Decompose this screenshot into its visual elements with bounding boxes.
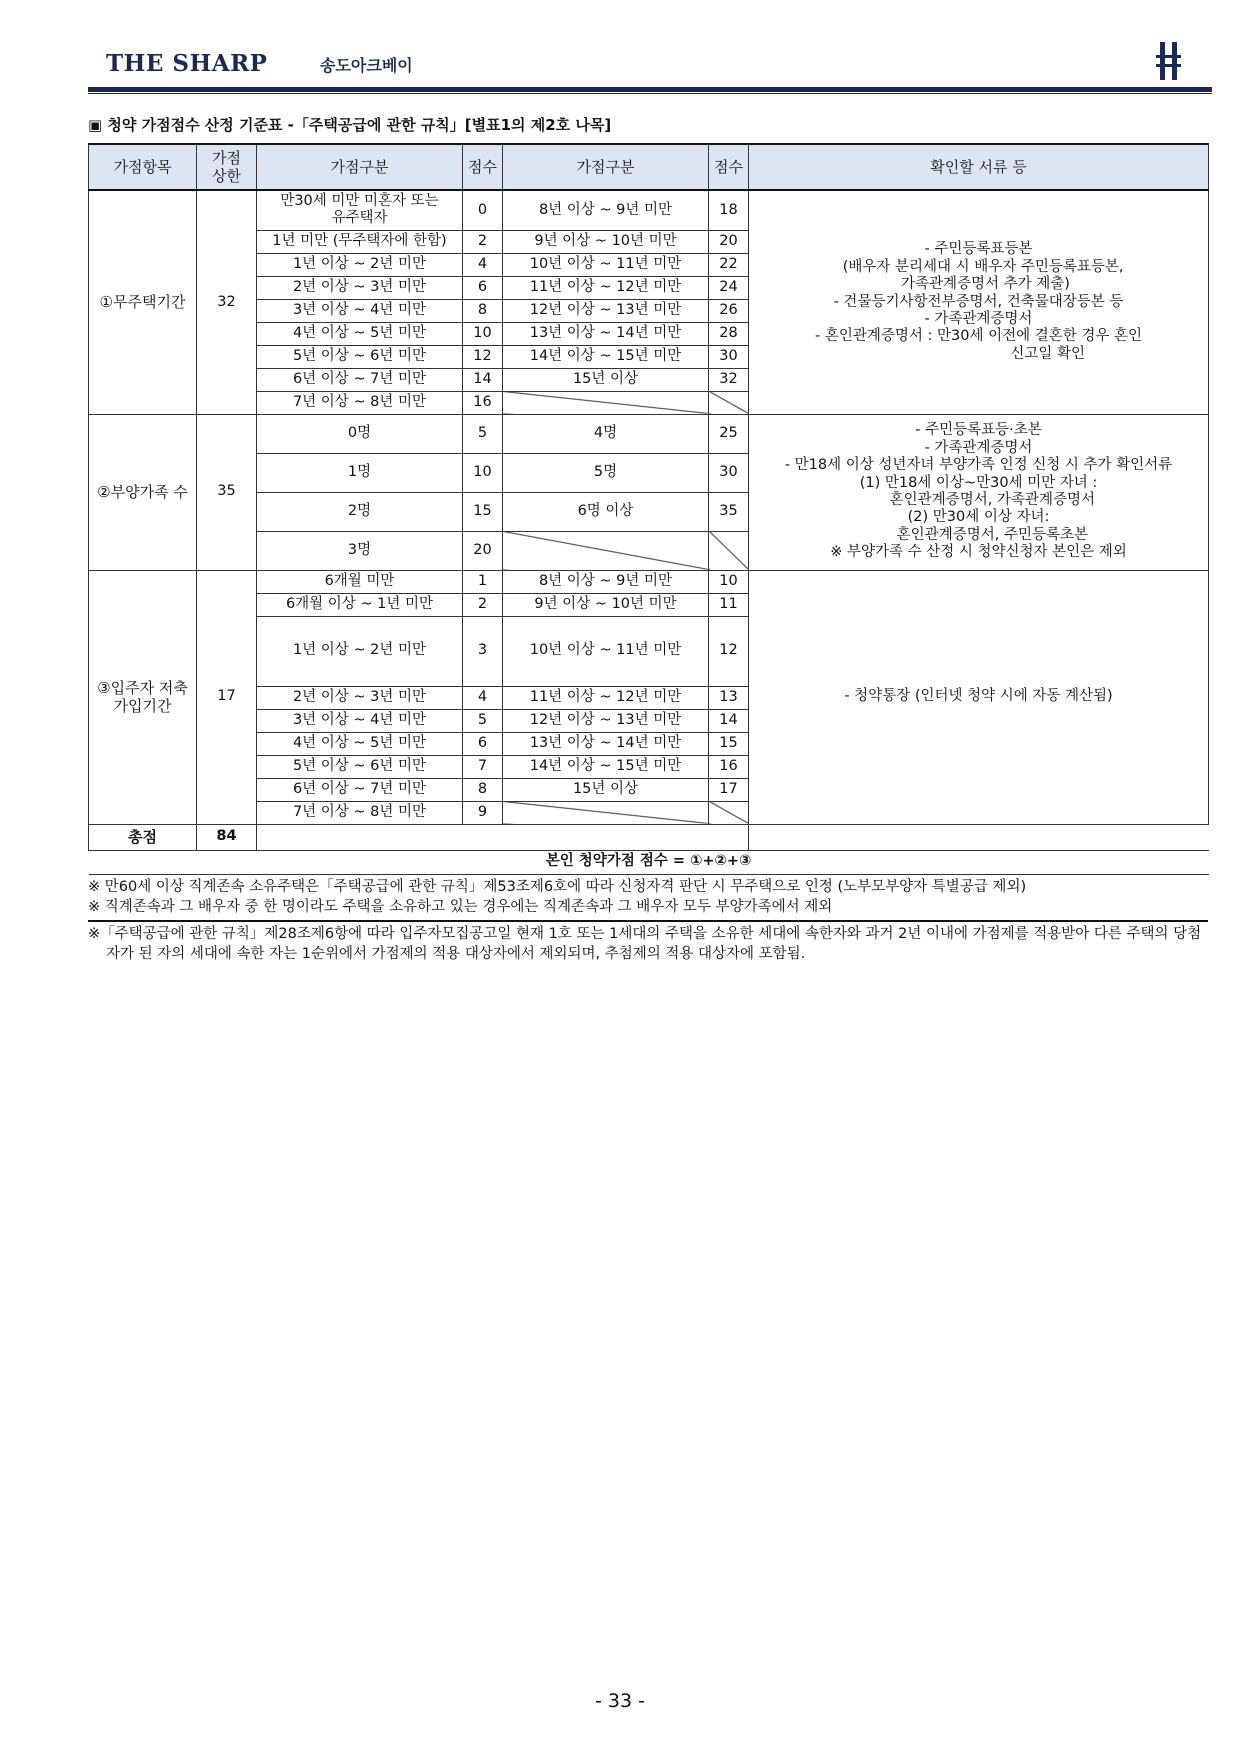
score-right: 12: [709, 616, 749, 686]
division-left: 2명: [257, 492, 463, 531]
division-left: 1명: [257, 453, 463, 492]
header-rule: [88, 87, 1212, 92]
division-right: 13년 이상 ~ 14년 미만: [503, 732, 709, 755]
score-left: 4: [463, 686, 503, 709]
score-right: 35: [709, 492, 749, 531]
score-left: 20: [463, 531, 503, 570]
required-documents-cell: - 청약통장 (인터넷 청약 시에 자동 계산됨): [749, 570, 1209, 824]
score-right: 10: [709, 570, 749, 593]
division-right: 10년 이상 ~ 11년 미만: [503, 253, 709, 276]
note-item: ※ 만60세 이상 직계존속 소유주택은「주택공급에 관한 규칙」제53조제6호에 따라 신청자격 판단 시 무주택으로 인정 (노부모부양자 특별공급 제외): [88, 879, 1027, 895]
score-left: 16: [463, 391, 503, 414]
score-right: 18: [709, 190, 749, 230]
category-cell: ②부양가족 수: [89, 414, 197, 570]
empty-diagonal-cell: [709, 531, 749, 570]
division-right: 6명 이상: [503, 492, 709, 531]
score-left: 8: [463, 778, 503, 801]
note-item: ※ 직계존속과 그 배우자 중 한 명이라도 주택을 소유하고 있는 경우에는 직계존속과 그 배우자 모두 부양가족에서 제외: [88, 899, 833, 916]
header-division-1: 가점구분: [257, 144, 463, 190]
division-left: 7년 이상 ~ 8년 미만: [257, 391, 463, 414]
score-left: 14: [463, 368, 503, 391]
division-right: 8년 이상 ~ 9년 미만: [503, 190, 709, 230]
empty-diagonal-cell: [709, 391, 749, 414]
brand-subtitle: 송도아크베이: [320, 56, 413, 75]
empty-diagonal-cell: [709, 801, 749, 824]
division-left: 1년 이상 ~ 2년 미만: [257, 253, 463, 276]
division-right: 9년 이상 ~ 10년 미만: [503, 230, 709, 253]
division-left: 만30세 미만 미혼자 또는 유주택자: [257, 190, 463, 230]
max-score-cell: 32: [197, 190, 257, 414]
header-documents: 확인할 서류 등: [749, 144, 1209, 190]
header-rule-thin: [88, 93, 1212, 94]
score-left: 10: [463, 322, 503, 345]
score-right: 30: [709, 453, 749, 492]
division-left: 1년 이상 ~ 2년 미만: [257, 616, 463, 686]
score-criteria-table: [88, 143, 1209, 875]
total-label: 총점: [89, 824, 197, 850]
division-left: 6년 이상 ~ 7년 미만: [257, 778, 463, 801]
notes-block-2: [88, 924, 1208, 965]
division-left: 0명: [257, 414, 463, 453]
category-cell: ③입주자 저축 가입기간: [89, 570, 197, 824]
score-left: 5: [463, 414, 503, 453]
score-left: 1: [463, 570, 503, 593]
notes-block: [88, 877, 1208, 918]
division-right: 12년 이상 ~ 13년 미만: [503, 299, 709, 322]
score-left: 5: [463, 709, 503, 732]
header-division-2: 가점구분: [503, 144, 709, 190]
score-left: 12: [463, 345, 503, 368]
score-right: 17: [709, 778, 749, 801]
brand-name: THE SHARP: [106, 50, 268, 77]
division-right: 15년 이상: [503, 368, 709, 391]
score-right: 28: [709, 322, 749, 345]
division-right: 13년 이상 ~ 14년 미만: [503, 322, 709, 345]
division-right: 8년 이상 ~ 9년 미만: [503, 570, 709, 593]
score-left: 9: [463, 801, 503, 824]
division-right: 4명: [503, 414, 709, 453]
header-score-1: 점수: [463, 144, 503, 190]
division-left: 5년 이상 ~ 6년 미만: [257, 755, 463, 778]
table-header-row: [89, 144, 1209, 190]
total-value: 84: [197, 824, 257, 850]
division-left: 6개월 미만: [257, 570, 463, 593]
division-right: 10년 이상 ~ 11년 미만: [503, 616, 709, 686]
division-right: 15년 이상: [503, 778, 709, 801]
division-left: 1년 미만 (무주택자에 한함): [257, 230, 463, 253]
score-right: 32: [709, 368, 749, 391]
division-right: 9년 이상 ~ 10년 미만: [503, 593, 709, 616]
division-right: 5명: [503, 453, 709, 492]
division-left: 7년 이상 ~ 8년 미만: [257, 801, 463, 824]
score-right: 30: [709, 345, 749, 368]
max-score-cell: 35: [197, 414, 257, 570]
total-row: [89, 824, 1209, 850]
page-number: - 33 -: [595, 1690, 645, 1712]
category-cell: ①무주택기간: [89, 190, 197, 414]
score-left: 4: [463, 253, 503, 276]
division-left: 3년 이상 ~ 4년 미만: [257, 299, 463, 322]
division-left: 2년 이상 ~ 3년 미만: [257, 686, 463, 709]
score-left: 6: [463, 732, 503, 755]
division-right: 12년 이상 ~ 13년 미만: [503, 709, 709, 732]
score-right: 15: [709, 732, 749, 755]
score-right: 25: [709, 414, 749, 453]
score-left: 3: [463, 616, 503, 686]
note-separator: [88, 920, 1208, 922]
required-documents-cell: - 주민등록표등·초본 - 가족관계증명서 - 만18세 이상 성년자녀 부양가족 인정 신청 시 추가 확인서류 (1) 만18세 이상~만30세 미만 자녀 : 혼인관계증명서, 가족관계증명서 (2) 만30세 이상 자녀: 혼인관계증명서, 주민등록초본 ※ 부양가족 수 산정 시 청약신청자 본인은 제외: [749, 414, 1209, 570]
division-left: 6개월 이상 ~ 1년 미만: [257, 593, 463, 616]
score-right: 20: [709, 230, 749, 253]
score-right: 26: [709, 299, 749, 322]
division-left: 2년 이상 ~ 3년 미만: [257, 276, 463, 299]
header-category: 가점항목: [89, 144, 197, 190]
max-score-cell: 17: [197, 570, 257, 824]
division-left: 4년 이상 ~ 5년 미만: [257, 322, 463, 345]
sum-formula: 본인 청약가점 점수 = ①+②+③: [89, 850, 1209, 874]
score-right: 14: [709, 709, 749, 732]
division-right: 14년 이상 ~ 15년 미만: [503, 755, 709, 778]
score-right: 11: [709, 593, 749, 616]
score-left: 6: [463, 276, 503, 299]
score-left: 2: [463, 593, 503, 616]
score-left: 10: [463, 453, 503, 492]
table-row: [89, 414, 1209, 453]
score-left: 0: [463, 190, 503, 230]
score-left: 15: [463, 492, 503, 531]
division-left: 3명: [257, 531, 463, 570]
header-score-2: 점수: [709, 144, 749, 190]
division-left: 3년 이상 ~ 4년 미만: [257, 709, 463, 732]
section-title: ▣ 청약 가점점수 산정 기준표 -「주택공급에 관한 규칙」[별표1의 제2호 나목]: [88, 116, 612, 134]
double-bar-logo-icon: [1150, 40, 1188, 82]
division-right: 14년 이상 ~ 15년 미만: [503, 345, 709, 368]
score-right: 13: [709, 686, 749, 709]
division-left: 6년 이상 ~ 7년 미만: [257, 368, 463, 391]
score-right: 16: [709, 755, 749, 778]
score-left: 7: [463, 755, 503, 778]
division-right: 11년 이상 ~ 12년 미만: [503, 276, 709, 299]
note-item: ※「주택공급에 관한 규칙」제28조제6항에 따라 입주자모집공고일 현재 1호 또는 1세대의 주택을 소유한 세대에 속한자와 과거 2년 이내에 가점제를 적용받아 다른 주택의 당첨자가 된 자의 세대에 속한 자는 1순위에서 가점제의 적용 대상자에서 제외되며, 추첨제의 적용 대상자에 포함됨.: [88, 926, 1202, 963]
empty-diagonal-cell: [503, 801, 709, 824]
empty-diagonal-cell: [503, 391, 709, 414]
score-left: 8: [463, 299, 503, 322]
required-documents-cell: - 주민등록표등본 (배우자 분리세대 시 배우자 주민등록표등본, 가족관계증명서 추가 제출) - 건물등기사항전부증명서, 건축물대장등본 등 - 가족관계증명서 - 혼인관계증명서 : 만30세 이전에 결혼한 경우 혼인 신고일 확인: [749, 190, 1209, 414]
division-right: 11년 이상 ~ 12년 미만: [503, 686, 709, 709]
division-left: 5년 이상 ~ 6년 미만: [257, 345, 463, 368]
header-max: 가점 상한: [197, 144, 257, 190]
table-row: [89, 570, 1209, 593]
page-header: [88, 40, 1208, 92]
score-left: 2: [463, 230, 503, 253]
empty-diagonal-cell: [503, 531, 709, 570]
score-right: 22: [709, 253, 749, 276]
sum-formula-row: [89, 850, 1209, 874]
table-row: [89, 190, 1209, 230]
division-left: 4년 이상 ~ 5년 미만: [257, 732, 463, 755]
score-right: 24: [709, 276, 749, 299]
